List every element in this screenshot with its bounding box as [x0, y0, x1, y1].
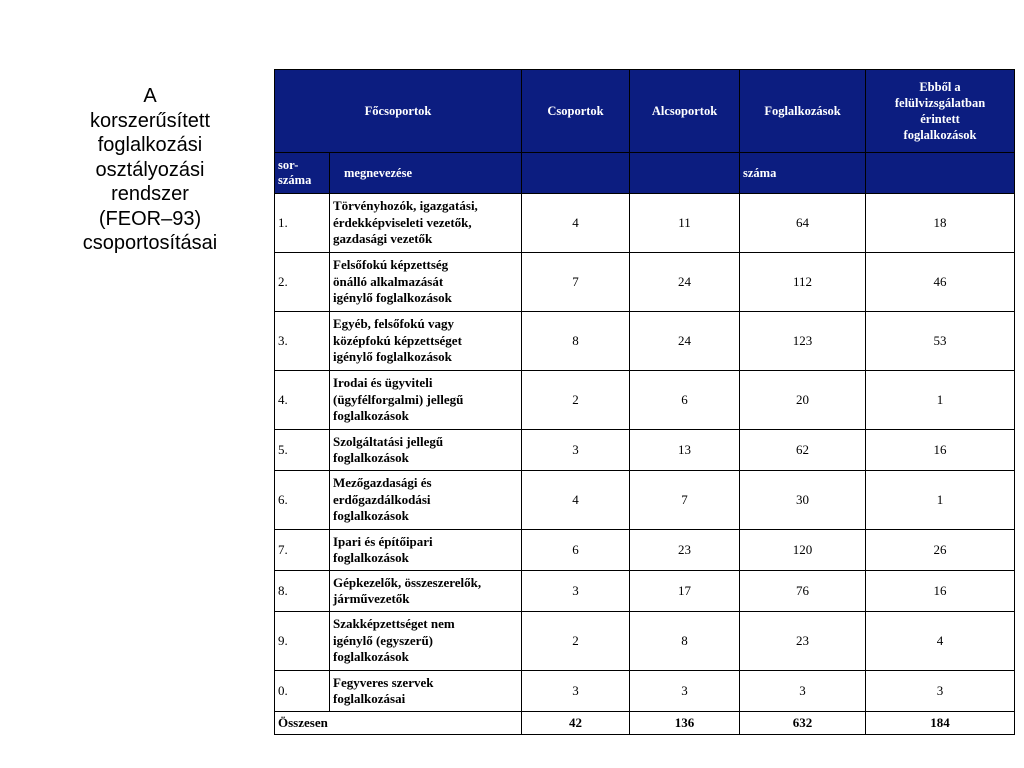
row-name-line: középfokú képzettséget — [333, 332, 462, 348]
table-row — [275, 371, 1015, 430]
cell-foglalkozasok: 120 — [740, 530, 866, 571]
cell-csoportok: 2 — [522, 371, 630, 430]
cell-alcsoportok: 17 — [630, 571, 740, 612]
row-name-line: foglalkozások — [333, 508, 409, 524]
header-megnevezese: megnevezése — [330, 153, 522, 194]
row-index: 7. — [275, 530, 330, 571]
row-name-line: Egyéb, felsőfokú vagy — [333, 316, 454, 332]
cell-erintett: 26 — [866, 530, 1015, 571]
slide-title-line: csoportosításai — [82, 232, 218, 254]
row-name — [330, 312, 522, 371]
row-name-line: foglalkozások — [333, 550, 409, 565]
row-name — [330, 530, 522, 571]
total-row — [275, 712, 1015, 735]
cell-alcsoportok: 7 — [630, 471, 740, 530]
cell-csoportok: 4 — [522, 194, 630, 253]
row-name — [330, 612, 522, 671]
total-alcsoportok: 136 — [630, 712, 740, 735]
table-row — [275, 612, 1015, 671]
table-row — [275, 530, 1015, 571]
total-label: Összesen — [275, 712, 522, 735]
row-name-line: Gépkezelők, összeszerelők, — [333, 574, 482, 590]
row-name — [330, 571, 522, 612]
row-name-line: Irodai és ügyviteli — [333, 375, 433, 391]
header-ebbol — [866, 70, 1015, 153]
cell-alcsoportok: 11 — [630, 194, 740, 253]
total-csoportok: 42 — [522, 712, 630, 735]
row-name-line: járművezetők — [333, 591, 410, 606]
row-name-line: Szakképzettséget nem — [333, 616, 455, 632]
table-row — [275, 571, 1015, 612]
feor-table — [274, 69, 1015, 735]
row-index: 9. — [275, 612, 330, 671]
header-sor-line: száma — [278, 173, 312, 187]
table-row — [275, 471, 1015, 530]
total-foglalkozasok: 632 — [740, 712, 866, 735]
row-index: 2. — [275, 253, 330, 312]
row-name-line: Felsőfokú képzettség — [333, 257, 449, 273]
row-name-line: erdőgazdálkodási — [333, 491, 431, 507]
cell-alcsoportok: 3 — [630, 671, 740, 712]
cell-csoportok: 7 — [522, 253, 630, 312]
row-name — [330, 371, 522, 430]
row-name-line: érdekképviseleti vezetők, — [333, 214, 472, 230]
row-index: 4. — [275, 371, 330, 430]
header-focsoportok: Főcsoportok — [275, 70, 522, 153]
slide-title-line: (FEOR–93) — [98, 207, 202, 230]
row-name-line: Mezőgazdasági és — [333, 475, 432, 491]
row-index: 0. — [275, 671, 330, 712]
row-index: 6. — [275, 471, 330, 530]
row-name — [330, 471, 522, 530]
cell-foglalkozasok: 62 — [740, 430, 866, 471]
header-alcsoportok: Alcsoportok — [630, 70, 740, 153]
cell-foglalkozasok: 3 — [740, 671, 866, 712]
header-row-bottom — [275, 153, 1015, 194]
table-row — [275, 430, 1015, 471]
cell-foglalkozasok: 123 — [740, 312, 866, 371]
header-sor-line: sor- — [278, 158, 299, 172]
row-name-line: igénylő foglalkozások — [333, 349, 452, 365]
cell-alcsoportok: 6 — [630, 371, 740, 430]
slide-title-line: foglalkozási — [97, 134, 203, 156]
row-name-line: önálló alkalmazását — [333, 273, 444, 289]
cell-erintett: 3 — [866, 671, 1015, 712]
cell-foglalkozasok: 112 — [740, 253, 866, 312]
cell-foglalkozasok: 76 — [740, 571, 866, 612]
cell-foglalkozasok: 30 — [740, 471, 866, 530]
header-ebbol-line: felülvizsgálatban — [894, 96, 986, 110]
header-ebbol-line: Ebből a — [919, 80, 961, 94]
header-csoportok: Csoportok — [522, 70, 630, 153]
row-index: 1. — [275, 194, 330, 253]
row-name-line: (ügyfélforgalmi) jellegű — [333, 391, 464, 407]
slide-title-line: osztályozási — [95, 158, 205, 181]
header-empty — [522, 153, 630, 194]
slide-title-line: rendszer — [111, 183, 189, 205]
cell-foglalkozasok: 64 — [740, 194, 866, 253]
cell-csoportok: 3 — [522, 571, 630, 612]
cell-erintett: 1 — [866, 471, 1015, 530]
cell-alcsoportok: 23 — [630, 530, 740, 571]
header-empty — [866, 153, 1015, 194]
cell-alcsoportok: 24 — [630, 253, 740, 312]
cell-erintett: 18 — [866, 194, 1015, 253]
row-name-line: igénylő (egyszerű) — [333, 632, 434, 648]
slide-title — [52, 84, 248, 256]
row-name — [330, 671, 522, 712]
table-row — [275, 671, 1015, 712]
row-name-line: Szolgáltatási jellegű — [333, 433, 444, 449]
cell-foglalkozasok: 20 — [740, 371, 866, 430]
header-foglalkozasok: Foglalkozások — [740, 70, 866, 153]
row-name-line: foglalkozásai — [333, 691, 406, 706]
table-row — [275, 253, 1015, 312]
cell-csoportok: 4 — [522, 471, 630, 530]
row-name-line: foglalkozások — [333, 649, 409, 665]
row-name — [330, 430, 522, 471]
row-name — [330, 194, 522, 253]
cell-csoportok: 8 — [522, 312, 630, 371]
header-szama: száma — [740, 153, 866, 194]
row-name-line: Ipari és építőipari — [333, 533, 433, 549]
cell-csoportok: 6 — [522, 530, 630, 571]
cell-erintett: 16 — [866, 571, 1015, 612]
row-name-line: Fegyveres szervek — [333, 674, 434, 690]
cell-erintett: 46 — [866, 253, 1015, 312]
cell-csoportok: 3 — [522, 430, 630, 471]
header-ebbol-line: érintett — [920, 112, 960, 126]
row-name-line: foglalkozások — [333, 450, 409, 465]
row-name-line: Törvényhozók, igazgatási, — [333, 198, 478, 214]
row-name-line: gazdasági vezetők — [333, 231, 433, 247]
cell-csoportok: 3 — [522, 671, 630, 712]
cell-foglalkozasok: 23 — [740, 612, 866, 671]
slide-title-line: A — [143, 85, 157, 107]
cell-alcsoportok: 8 — [630, 612, 740, 671]
cell-alcsoportok: 13 — [630, 430, 740, 471]
header-sor-szama — [275, 153, 330, 194]
table-row — [275, 312, 1015, 371]
total-erintett: 184 — [866, 712, 1015, 735]
row-index: 8. — [275, 571, 330, 612]
table-row — [275, 194, 1015, 253]
cell-csoportok: 2 — [522, 612, 630, 671]
header-empty — [630, 153, 740, 194]
row-name — [330, 253, 522, 312]
cell-erintett: 16 — [866, 430, 1015, 471]
row-name-line: foglalkozások — [333, 408, 409, 424]
row-index: 5. — [275, 430, 330, 471]
header-ebbol-line: foglalkozások — [903, 128, 977, 142]
cell-erintett: 1 — [866, 371, 1015, 430]
cell-erintett: 53 — [866, 312, 1015, 371]
row-name-line: igénylő foglalkozások — [333, 290, 452, 306]
row-index: 3. — [275, 312, 330, 371]
cell-erintett: 4 — [866, 612, 1015, 671]
slide-title-line: korszerűsített — [89, 109, 211, 132]
cell-alcsoportok: 24 — [630, 312, 740, 371]
header-row-top — [275, 70, 1015, 153]
